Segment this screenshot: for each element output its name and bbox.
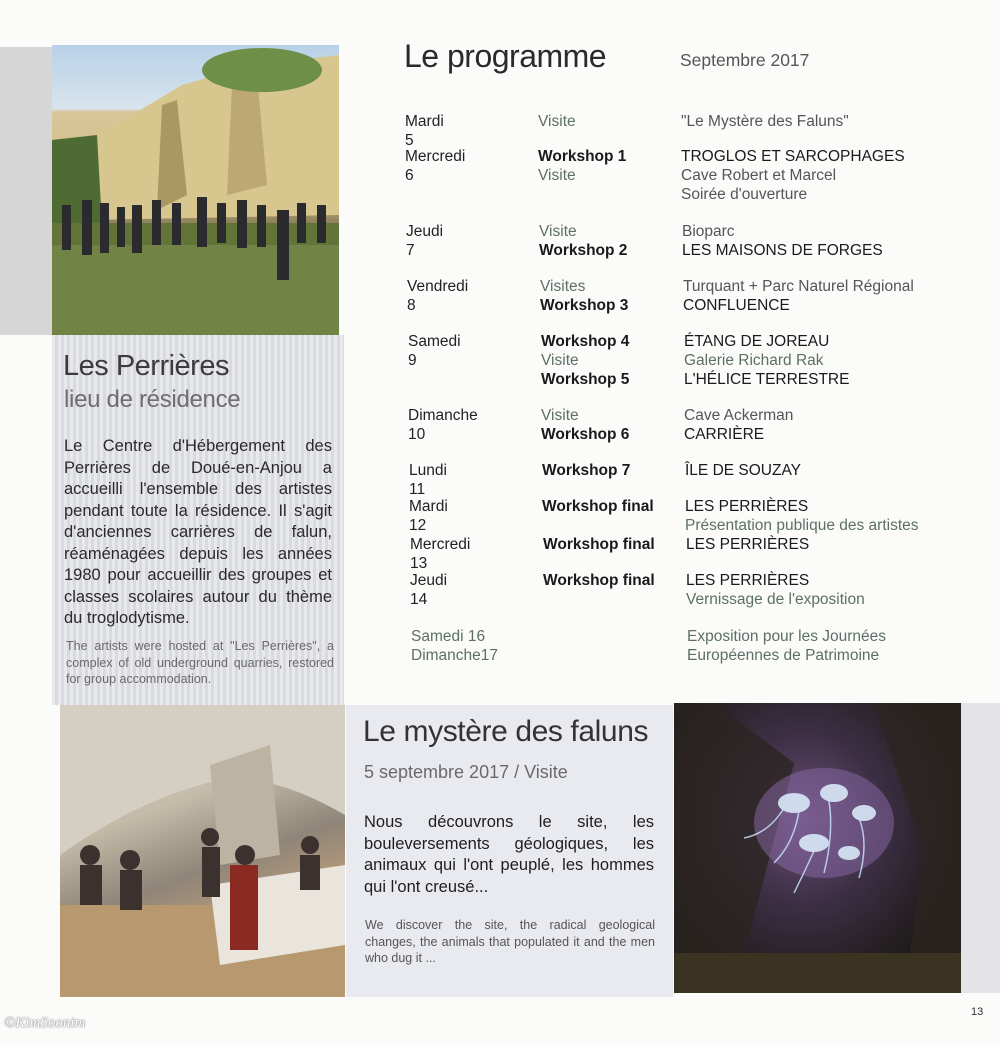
- row-places: [684, 406, 793, 444]
- row-place: CONFLUENCE: [683, 297, 790, 314]
- row-place: Vernissage de l'exposition: [686, 591, 865, 608]
- row-activity: Visite: [538, 113, 576, 130]
- row-place: "Le Mystère des Faluns": [681, 113, 849, 130]
- row-place: Turquant + Parc Naturel Régional: [683, 278, 914, 295]
- row-day: Mardi 12: [409, 498, 448, 534]
- row-day: Mercredi 13: [410, 536, 471, 572]
- row-place: Galerie Richard Rak: [684, 352, 824, 369]
- row-place: Cave Ackerman: [684, 407, 794, 424]
- row-day: Jeudi 14: [410, 572, 448, 608]
- row-activities: [542, 497, 654, 516]
- photographer-watermark: ©KimSoonim: [4, 1015, 86, 1031]
- row-activities: [543, 571, 655, 590]
- row-place: ÉTANG DE JOREAU: [684, 333, 830, 350]
- mystere-date: 5 septembre 2017 / Visite: [364, 762, 568, 782]
- programme-title: Le programme: [404, 38, 607, 74]
- row-activity: Workshop 2: [539, 242, 628, 259]
- row-places: [681, 147, 905, 204]
- row-day: Dimanche 10: [408, 407, 478, 443]
- mystere-text-en: We discover the site, the radical geological changes, the animals that populated it and the men who dug it ...: [365, 918, 655, 965]
- row-places: [685, 497, 919, 535]
- mystere-title: Le mystère des faluns: [363, 715, 649, 748]
- row-day: Samedi 16 Dimanche17: [411, 628, 499, 664]
- row-activity: Workshop 3: [540, 297, 629, 314]
- row-place: ÎLE DE SOUZAY: [685, 462, 801, 479]
- row-places: [687, 627, 886, 665]
- mystere-text-fr: Nous découvrons le site, les bouleversements géologiques, les animaux qui l'ont peuplé, les hommes qui l'ont creusé...: [364, 813, 654, 896]
- row-activity: Workshop final: [542, 498, 654, 515]
- row-activities: [539, 222, 627, 260]
- page-number: 13: [971, 1006, 984, 1018]
- row-places: [686, 571, 865, 609]
- row-activities: [543, 535, 655, 554]
- sidebar-title: Les Perrières: [63, 350, 229, 382]
- row-day: Jeudi 7: [406, 223, 444, 259]
- row-place: LES PERRIÈRES: [685, 498, 809, 515]
- row-activities: [538, 112, 576, 131]
- row-place: Présentation publique des artistes: [685, 517, 919, 534]
- row-activity: Workshop final: [543, 572, 655, 589]
- row-day: Vendredi 8: [407, 278, 469, 314]
- row-day: Mercredi 6: [405, 148, 466, 184]
- sidebar-subtitle: lieu de résidence: [64, 386, 241, 413]
- row-place: CARRIÈRE: [684, 426, 765, 443]
- right-grey-band: [961, 703, 1000, 993]
- row-place: L'HÉLICE TERRESTRE: [684, 371, 850, 388]
- row-day: Lundi 11: [409, 462, 447, 498]
- row-activity: Workshop 5: [541, 371, 630, 388]
- sidebar-text-en: The artists were hosted at "Les Perrières", a complex of old underground quarries, restored for group accommodation.: [66, 639, 334, 686]
- row-places: [685, 461, 801, 480]
- programme-month: Septembre 2017: [680, 50, 810, 70]
- row-place: Exposition pour les Journées: [687, 628, 887, 645]
- row-place: Cave Robert et Marcel: [681, 167, 837, 184]
- row-activity: Visite: [538, 167, 576, 184]
- row-place: LES PERRIÈRES: [686, 572, 810, 589]
- row-activities: [541, 332, 629, 389]
- row-activity: Visite: [539, 223, 577, 240]
- row-place: LES PERRIÈRES: [686, 536, 810, 553]
- row-day: Mardi 5: [405, 113, 444, 149]
- left-grey-band: [0, 47, 52, 335]
- row-day: Samedi 9: [408, 333, 461, 369]
- row-activity: Visite: [541, 407, 579, 424]
- dining-hall-photo: [60, 705, 345, 997]
- row-places: [686, 535, 809, 554]
- quarry-group-photo: [52, 45, 339, 335]
- row-activities: [538, 147, 626, 185]
- row-activities: [542, 461, 630, 480]
- row-activities: [541, 406, 629, 444]
- row-activity: Workshop 4: [541, 333, 630, 350]
- row-activity: Visites: [540, 278, 586, 295]
- row-places: [681, 112, 849, 131]
- row-activity: Workshop 1: [538, 148, 627, 165]
- row-activity: Workshop 6: [541, 426, 630, 443]
- row-place: TROGLOS ET SARCOPHAGES: [681, 148, 905, 165]
- row-places: [684, 332, 849, 389]
- row-activities: [540, 277, 628, 315]
- row-places: [683, 277, 914, 315]
- row-place: Soirée d'ouverture: [681, 186, 808, 203]
- row-place: Bioparc: [682, 223, 735, 240]
- jellyfish-installation-photo: [674, 703, 961, 993]
- row-places: [682, 222, 883, 260]
- row-place: LES MAISONS DE FORGES: [682, 242, 883, 259]
- row-place: Européennes de Patrimoine: [687, 647, 880, 664]
- sidebar-text-fr: Le Centre d'Hébergement des Perrières de Doué-en-Anjou a accueilli l'ensemble des artistes pendant toute la résidence. Il s'agit d'anciennes carrières de falun, réaménagées depuis les années 1980 pour accueillir des groupes et classes scolaires autour du thème du troglodytisme.: [64, 437, 332, 627]
- row-activity: Workshop 7: [542, 462, 631, 479]
- row-activity: Workshop final: [543, 536, 655, 553]
- row-activity: Visite: [541, 352, 579, 369]
